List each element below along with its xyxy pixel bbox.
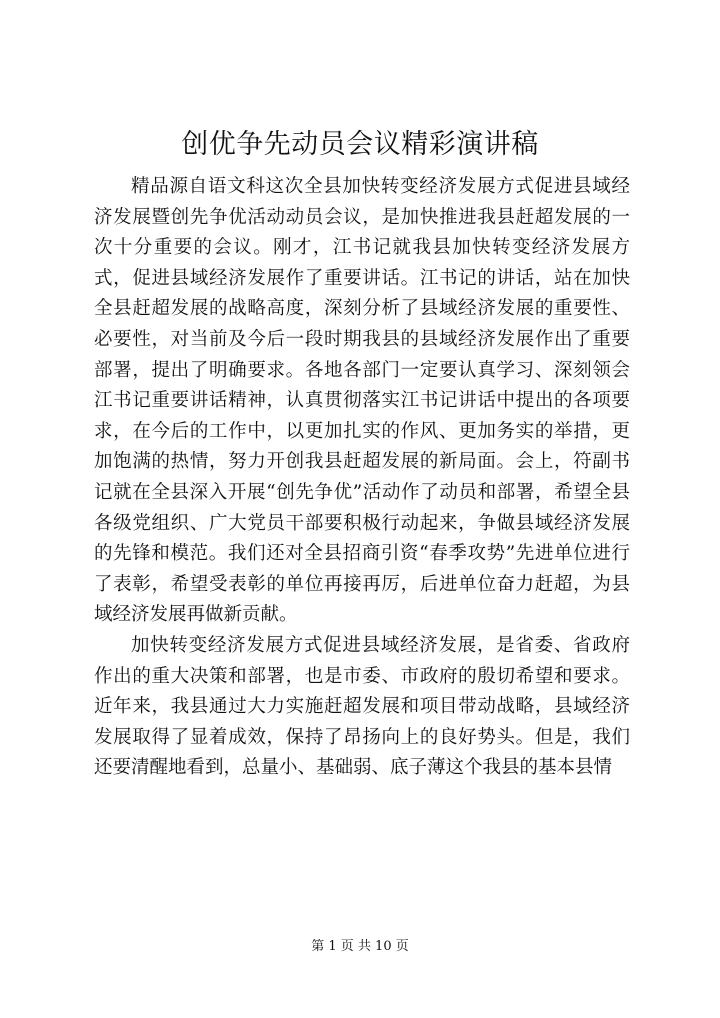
document-title: 创优争先动员会议精彩演讲稿 (181, 129, 539, 160)
paragraph-1: 精品源自语文科这次全县加快转变经济发展方式促进县域经济发展暨创先争优活动动员会议，是加快推进我县赶超发展的一次十分重要的会议。刚才，江书记就我县加快转变经济发展方式，促进县域经济发展作了重要讲话。江书记的讲话，站在加快全县赶超发展的战略高度，深刻分析了县域经济发展的重要性、必要性，对当前及今后一段时期我县的县域经济发展作出了重要部署，提出了明确要求。各地各部门一定要认真学习、深刻领会江书记重要讲话精神，认真贯彻落实江书记讲话中提出的各项要求，在今后的工作中，以更加扎实的作风、更加务实的举措，更加饱满的热情，努力开创我县赶超发展的新局面。会上，符副书记就在全县深入开展“创先争优”活动作了动员和部署，希望全县各级党组织、广大党员干部要积极行动起来，争做县域经济发展的先锋和模范。我们还对全县招商引资“春季攻势”先进单位进行了表彰，希望受表彰的单位再接再厉，后进单位奋力赶超，为县域经济发展再做新贡献。 (94, 176, 630, 626)
paragraph-2: 加快转变经济发展方式促进县域经济发展，是省委、省政府作出的重大决策和部署，也是市委、市政府的殷切希望和要求。近年来，我县通过大力实施赶超发展和项目带动战略，县域经济发展取得了显着成效，保持了昂扬向上的良好势头。但是，我们还要清醒地看到，总量小、基础弱、底子薄这个我县的基本县情 (94, 634, 630, 779)
document-body (94, 172, 630, 784)
page-footer: 第 1 页 共 10 页 (311, 939, 409, 954)
